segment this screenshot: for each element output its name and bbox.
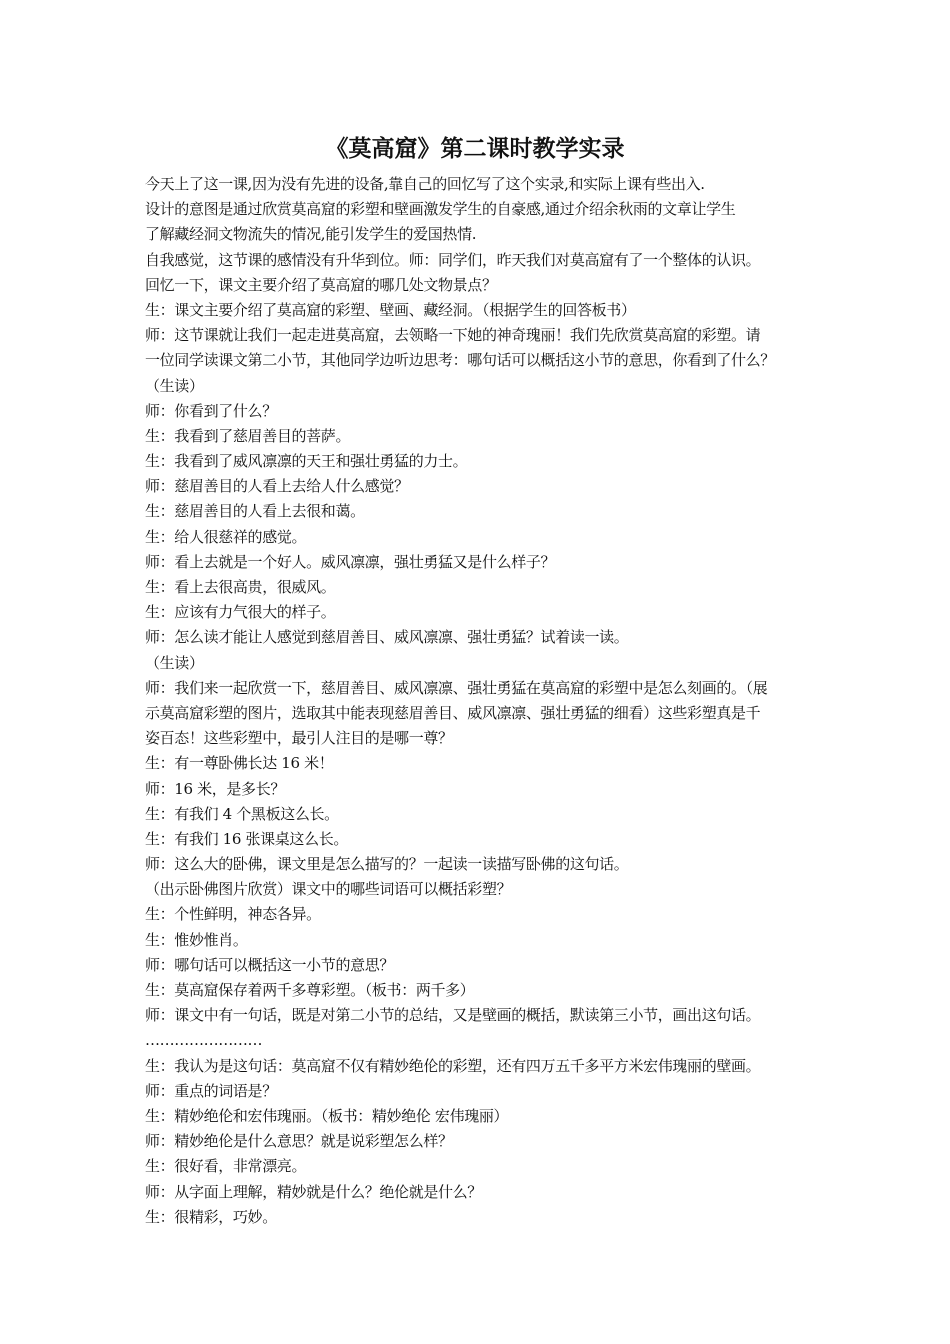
text-line: 生：惟妙惟肖。 (145, 930, 248, 949)
text-line: 生：个性鲜明，神态各异。 (145, 905, 321, 924)
text-line: …………………… (145, 1031, 263, 1050)
document-body (145, 172, 875, 1230)
text-line: 师：重点的词语是？ (145, 1081, 277, 1100)
text-line: 生：给人很慈祥的感觉。 (145, 527, 307, 546)
text-line: （生读） (145, 653, 204, 672)
text-line: 生：看上去很高贵，很威风。 (145, 578, 336, 596)
text-line: 生：我看到了慈眉善目的菩萨。 (145, 426, 351, 445)
text-line: 生：慈眉善目的人看上去很和蔼。 (145, 502, 365, 521)
text-line: 师：这节课就让我们一起走进莫高窟，去领略一下她的神奇瑰丽！我们先欣赏莫高窟的彩塑。请 (145, 326, 761, 345)
text-line: （出示卧佛图片欣赏）课文中的哪些词语可以概括彩塑？ (145, 880, 512, 899)
text-line: 设计的意图是通过欣赏莫高窟的彩塑和壁画激发学生的自豪感,通过介绍余秋雨的文章让学生 (145, 200, 736, 219)
text-line: 自我感觉，这节课的感情没有升华到位。师：同学们，昨天我们对莫高窟有了一个整体的认识。 (145, 250, 761, 269)
text-line: 示莫高窟彩塑的图片，选取其中能表现慈眉善目、威风凛凛、强壮勇猛的细看）这些彩塑真是千 (145, 703, 761, 722)
text-line: 师：课文中有一句话，既是对第二小节的总结，又是壁画的概括，默读第三小节，画出这句话。 (145, 1006, 761, 1025)
text-line: 师：你看到了什么？ (145, 401, 277, 420)
text-line: 师：我们来一起欣赏一下，慈眉善目、威风凛凛、强壮勇猛在莫高窟的彩塑中是怎么刻画的。（展 (145, 678, 768, 697)
text-line: 生：很精彩，巧妙。 (145, 1207, 277, 1226)
text-line: 师：怎么读才能让人感觉到慈眉善目、威风凛凛、强壮勇猛？试着读一读。 (145, 628, 629, 647)
text-line: 生：有我们 16 张课桌这么长。 (145, 829, 349, 848)
text-line: 师：看上去就是一个好人。威风凛凛，强壮勇猛又是什么样子？ (145, 552, 556, 571)
text-line: 生：课文主要介绍了莫高窟的彩塑、壁画、藏经洞。（根据学生的回答板书） (145, 300, 636, 319)
text-line: 姿百态！这些彩塑中，最引人注目的是哪一尊？ (145, 729, 453, 748)
text-line: 生：有我们 4 个黑板这么长。 (145, 804, 339, 823)
text-line: 师：慈眉善目的人看上去给人什么感觉？ (145, 477, 409, 496)
text-line: 生：应该有力气很大的样子。 (145, 603, 336, 622)
text-line: 师：精妙绝伦是什么意思？就是说彩塑怎么样？ (145, 1132, 453, 1151)
text-line: 生：很好看，非常漂亮。 (145, 1157, 307, 1176)
text-line: 生：有一尊卧佛长达 16 米！ (145, 754, 334, 773)
text-line: 师：16 米，是多长？ (145, 779, 286, 798)
document-title: 《莫高窟》第二课时教学实录 (325, 135, 625, 162)
text-line: 师：哪句话可以概括这一小节的意思？ (145, 955, 395, 974)
text-line: 生：莫高窟保存着两千多尊彩塑。（板书：两千多） (145, 981, 475, 999)
text-line: 生：精妙绝伦和宏伟瑰丽。（板书：精妙绝伦 宏伟瑰丽） (145, 1106, 509, 1125)
text-line: 生：我看到了威风凛凛的天王和强壮勇猛的力士。 (145, 452, 468, 471)
text-line: （生读） (145, 376, 204, 395)
text-line: 师：从字面上理解，精妙就是什么？绝伦就是什么？ (145, 1182, 482, 1201)
text-line: 回忆一下，课文主要介绍了莫高窟的哪几处文物景点？ (145, 275, 497, 294)
text-line: 一位同学读课文第二小节，其他同学边听边思考：哪句话可以概括这小节的意思，你看到了什么？ (145, 351, 775, 370)
text-line: 生：我认为是这句话：莫高窟不仅有精妙绝伦的彩塑，还有四万五千多平方米宏伟瑰丽的壁画。 (145, 1056, 761, 1075)
text-line: 了解藏经洞文物流失的情况,能引发学生的爱国热情. (145, 225, 477, 244)
text-line: 今天上了这一课,因为没有先进的设备,靠自己的回忆写了这个实录,和实际上课有些出入. (145, 175, 705, 193)
text-line: 师：这么大的卧佛，课文里是怎么描写的？一起读一读描写卧佛的这句话。 (145, 855, 629, 874)
